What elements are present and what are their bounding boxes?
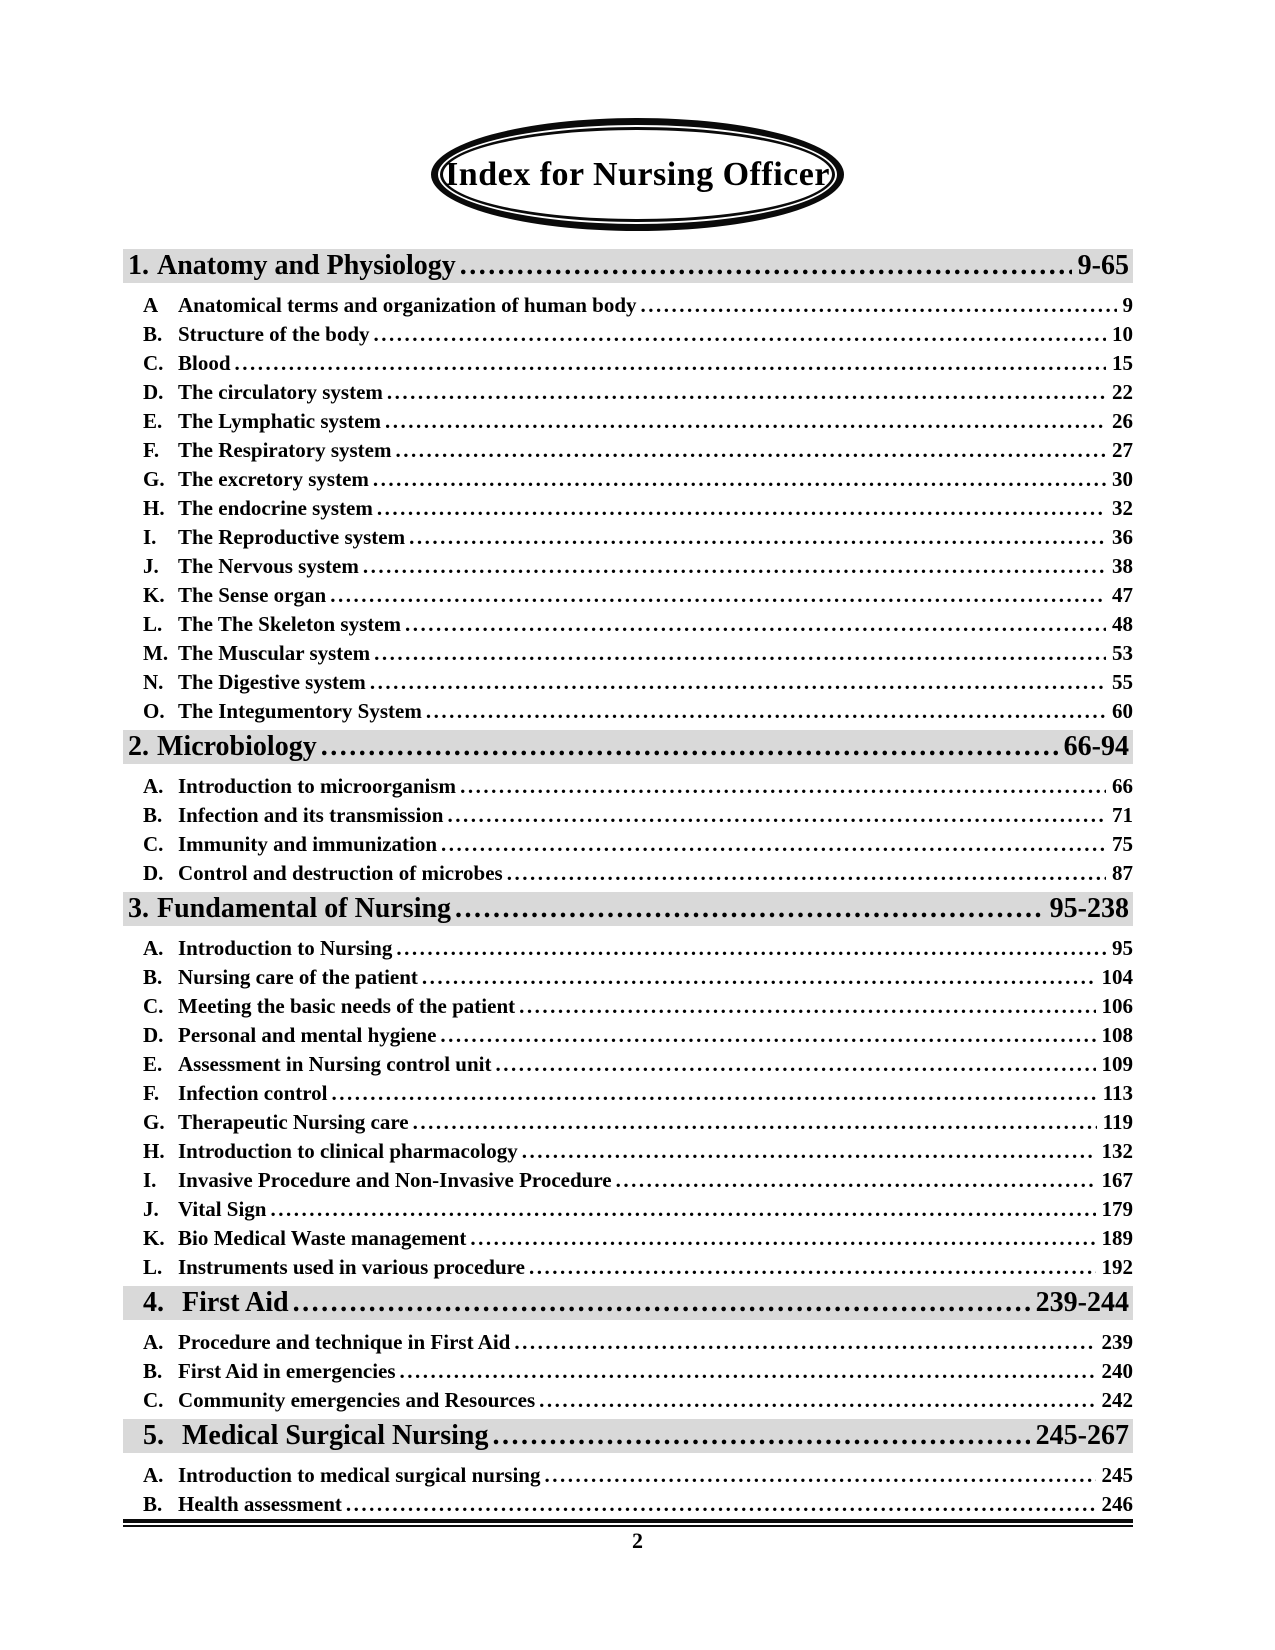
toc-item	[123, 1166, 1133, 1195]
item-page: 104	[1101, 965, 1133, 989]
item-page: 55	[1112, 670, 1133, 694]
section-pages: 66-94	[1063, 731, 1129, 762]
section-pages: 239-244	[1035, 1287, 1129, 1318]
leader-dots	[413, 1108, 1097, 1137]
item-page: 109	[1101, 1052, 1133, 1076]
item-page: 60	[1112, 699, 1133, 723]
item-letter: F.	[143, 1081, 160, 1105]
item-letter: K.	[143, 1226, 165, 1250]
leader-dots	[377, 494, 1106, 523]
item-page: 66	[1112, 774, 1133, 798]
toc-item	[123, 494, 1133, 523]
section-heading	[123, 892, 1133, 926]
badge-container	[0, 0, 1275, 231]
leader-dots	[519, 992, 1095, 1021]
item-page: 108	[1101, 1023, 1133, 1047]
item-letter: A.	[143, 774, 164, 798]
item-page: 53	[1112, 641, 1133, 665]
leader-dots	[507, 859, 1106, 888]
leader-dots	[492, 1419, 1029, 1453]
item-title: Introduction to medical surgical nursing	[178, 1463, 541, 1487]
item-page: 47	[1112, 583, 1133, 607]
leader-dots	[426, 697, 1106, 726]
item-title: Therapeutic Nursing care	[178, 1110, 409, 1134]
toc-item	[123, 1490, 1133, 1519]
item-page: 242	[1101, 1388, 1133, 1412]
item-title: Blood	[178, 351, 231, 375]
toc-item	[123, 1079, 1133, 1108]
item-title: First Aid in emergencies	[178, 1359, 396, 1383]
toc-item	[123, 581, 1133, 610]
leader-dots	[544, 1461, 1095, 1490]
item-page: 245	[1101, 1463, 1133, 1487]
section-number: 4.	[143, 1287, 164, 1318]
item-title: The circulatory system	[178, 380, 383, 404]
leader-dots	[346, 1490, 1096, 1519]
item-page: 9	[1122, 293, 1133, 317]
leader-dots	[529, 1253, 1096, 1282]
toc-item	[123, 436, 1133, 465]
item-title: The The Skeleton system	[178, 612, 402, 636]
toc-item	[123, 830, 1133, 859]
item-letter: F.	[143, 438, 160, 462]
toc-item	[123, 697, 1133, 726]
item-title: Meeting the basic needs of the patient	[178, 994, 516, 1018]
toc-item	[123, 1050, 1133, 1079]
item-letter: H.	[143, 496, 165, 520]
leader-dots	[321, 730, 1058, 764]
leader-dots	[332, 1079, 1097, 1108]
item-letter: B.	[143, 1492, 163, 1516]
toc-item	[123, 1224, 1133, 1253]
item-page: 10	[1112, 322, 1133, 346]
leader-dots	[405, 610, 1106, 639]
index-badge-inner-oval	[440, 127, 835, 222]
toc-item	[123, 772, 1133, 801]
item-title: Bio Medical Waste management	[178, 1226, 467, 1250]
item-letter: A	[143, 293, 159, 317]
leader-dots	[409, 523, 1106, 552]
item-title: The Integumentory System	[178, 699, 422, 723]
toc-item	[123, 407, 1133, 436]
toc-item	[123, 378, 1133, 407]
item-page: 119	[1102, 1110, 1133, 1134]
leader-dots	[385, 407, 1106, 436]
item-letter: E.	[143, 409, 163, 433]
item-letter: O.	[143, 699, 165, 723]
item-title: The Digestive system	[178, 670, 366, 694]
item-title: The Sense organ	[178, 583, 327, 607]
leader-dots	[293, 1286, 1030, 1320]
toc-item	[123, 465, 1133, 494]
item-title: Control and destruction of microbes	[178, 861, 503, 885]
item-title: The Reproductive system	[178, 525, 406, 549]
toc-item	[123, 523, 1133, 552]
item-title: Personal and mental hygiene	[178, 1023, 437, 1047]
toc-item	[123, 349, 1133, 378]
section-heading	[123, 1419, 1133, 1453]
leader-dots	[235, 349, 1106, 378]
toc-item	[123, 1195, 1133, 1224]
leader-dots	[470, 1224, 1095, 1253]
leader-dots	[387, 378, 1106, 407]
item-letter: A.	[143, 936, 164, 960]
toc-item	[123, 1386, 1133, 1415]
item-title: Introduction to Nursing	[178, 936, 393, 960]
toc-item	[123, 859, 1133, 888]
item-page: 75	[1112, 832, 1133, 856]
item-title: The Nervous system	[178, 554, 359, 578]
item-title: The Respiratory system	[178, 438, 392, 462]
item-letter: D.	[143, 861, 164, 885]
leader-dots	[395, 436, 1106, 465]
item-page: 189	[1101, 1226, 1133, 1250]
section-title: Anatomy and Physiology	[157, 250, 456, 281]
item-title: The endocrine system	[178, 496, 373, 520]
item-page: 71	[1112, 803, 1133, 827]
section-title: Microbiology	[157, 731, 317, 762]
leader-dots	[641, 291, 1117, 320]
item-letter: G.	[143, 467, 165, 491]
item-letter: B.	[143, 965, 163, 989]
toc-item	[123, 1357, 1133, 1386]
section-title: First Aid	[182, 1287, 289, 1318]
section-number: 2.	[128, 731, 149, 762]
item-page: 15	[1112, 351, 1133, 375]
item-page: 95	[1112, 936, 1133, 960]
toc-item	[123, 963, 1133, 992]
item-page: 48	[1112, 612, 1133, 636]
leader-dots	[363, 552, 1106, 581]
item-title: Introduction to microorganism	[178, 774, 457, 798]
toc-item	[123, 1461, 1133, 1490]
leader-dots	[330, 581, 1106, 610]
leader-dots	[455, 892, 1044, 926]
item-page: 106	[1101, 994, 1133, 1018]
toc-item	[123, 320, 1133, 349]
item-page: 113	[1102, 1081, 1133, 1105]
item-page: 27	[1112, 438, 1133, 462]
section-heading	[123, 1286, 1133, 1320]
leader-dots	[400, 1357, 1096, 1386]
item-page: 22	[1112, 380, 1133, 404]
toc-item	[123, 1253, 1133, 1282]
item-title: Vital Sign	[178, 1197, 267, 1221]
leader-dots	[514, 1328, 1095, 1357]
item-letter: I.	[143, 525, 157, 549]
item-letter: B.	[143, 322, 163, 346]
item-letter: K.	[143, 583, 165, 607]
item-letter: D.	[143, 1023, 164, 1047]
section-title: Fundamental of Nursing	[157, 893, 452, 924]
leader-dots	[422, 963, 1096, 992]
page-title: Index for Nursing Officer	[445, 155, 830, 193]
leader-dots	[522, 1137, 1096, 1166]
toc-item	[123, 1021, 1133, 1050]
item-letter: N.	[143, 670, 164, 694]
item-letter: J.	[143, 554, 159, 578]
leader-dots	[374, 639, 1106, 668]
section-number: 1.	[128, 250, 149, 281]
item-letter: C.	[143, 1388, 164, 1412]
section-pages: 9-65	[1077, 250, 1129, 281]
page-number: 2	[632, 1528, 643, 1553]
toc-item	[123, 801, 1133, 830]
item-title: Infection and its transmission	[178, 803, 444, 827]
section-heading	[123, 730, 1133, 764]
item-page: 179	[1101, 1197, 1133, 1221]
item-page: 167	[1101, 1168, 1133, 1192]
toc-item	[123, 639, 1133, 668]
item-page: 240	[1101, 1359, 1133, 1383]
leader-dots	[460, 249, 1072, 283]
toc-item	[123, 668, 1133, 697]
item-letter: A.	[143, 1330, 164, 1354]
item-title: Infection control	[178, 1081, 328, 1105]
leader-dots	[271, 1195, 1096, 1224]
item-page: 32	[1112, 496, 1133, 520]
item-title: Health assessment	[178, 1492, 342, 1516]
section-number: 5.	[143, 1420, 164, 1451]
leader-dots	[441, 830, 1106, 859]
item-title: Introduction to clinical pharmacology	[178, 1139, 518, 1163]
section-number: 3.	[128, 893, 149, 924]
item-title: Instruments used in various procedure	[178, 1255, 525, 1279]
item-letter: J.	[143, 1197, 159, 1221]
item-title: Procedure and technique in First Aid	[178, 1330, 511, 1354]
item-title: The Lymphatic system	[178, 409, 382, 433]
item-letter: E.	[143, 1052, 163, 1076]
section-pages: 245-267	[1035, 1420, 1129, 1451]
item-page: 239	[1101, 1330, 1133, 1354]
item-letter: M.	[143, 641, 169, 665]
item-letter: C.	[143, 994, 164, 1018]
item-page: 26	[1112, 409, 1133, 433]
item-letter: L.	[143, 1255, 163, 1279]
toc-item	[123, 992, 1133, 1021]
leader-dots	[374, 320, 1106, 349]
item-title: Anatomical terms and organization of human body	[178, 293, 637, 317]
item-page: 246	[1101, 1492, 1133, 1516]
item-letter: L.	[143, 612, 163, 636]
item-title: The Muscular system	[178, 641, 371, 665]
item-title: The excretory system	[178, 467, 369, 491]
toc-item	[123, 1328, 1133, 1357]
item-page: 36	[1112, 525, 1133, 549]
toc-item	[123, 552, 1133, 581]
leader-dots	[373, 465, 1106, 494]
item-title: Assessment in Nursing control unit	[178, 1052, 492, 1076]
leader-dots	[460, 772, 1106, 801]
item-letter: A.	[143, 1463, 164, 1487]
item-page: 192	[1101, 1255, 1133, 1279]
section-pages: 95-238	[1049, 893, 1129, 924]
item-letter: D.	[143, 380, 164, 404]
item-title: Immunity and immunization	[178, 832, 438, 856]
item-page: 87	[1112, 861, 1133, 885]
item-letter: B.	[143, 1359, 163, 1383]
leader-dots	[447, 801, 1106, 830]
index-badge-oval	[431, 118, 844, 231]
item-letter: I.	[143, 1168, 157, 1192]
toc-item	[123, 1108, 1133, 1137]
leader-dots	[495, 1050, 1095, 1079]
section-title: Medical Surgical Nursing	[182, 1420, 489, 1451]
toc-item	[123, 291, 1133, 320]
item-page: 30	[1112, 467, 1133, 491]
item-letter: G.	[143, 1110, 165, 1134]
leader-dots	[440, 1021, 1095, 1050]
item-letter: B.	[143, 803, 163, 827]
toc-item	[123, 610, 1133, 639]
item-page: 38	[1112, 554, 1133, 578]
item-title: Community emergencies and Resources	[178, 1388, 536, 1412]
table-of-contents	[123, 249, 1133, 1519]
leader-dots	[396, 934, 1106, 963]
item-page: 132	[1101, 1139, 1133, 1163]
item-letter: C.	[143, 351, 164, 375]
footer-divider	[123, 1519, 1133, 1527]
toc-item	[123, 1137, 1133, 1166]
item-title: Nursing care of the patient	[178, 965, 418, 989]
leader-dots	[616, 1166, 1096, 1195]
toc-item	[123, 934, 1133, 963]
item-title: Structure of the body	[178, 322, 370, 346]
item-letter: H.	[143, 1139, 165, 1163]
item-letter: C.	[143, 832, 164, 856]
section-heading	[123, 249, 1133, 283]
item-title: Invasive Procedure and Non-Invasive Procedure	[178, 1168, 612, 1192]
leader-dots	[370, 668, 1106, 697]
leader-dots	[539, 1386, 1095, 1415]
